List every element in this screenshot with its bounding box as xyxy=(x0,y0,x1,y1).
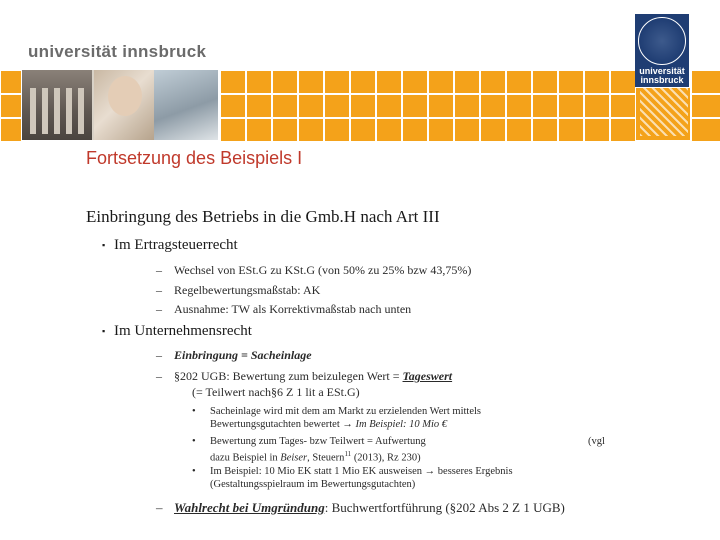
university-seal-icon xyxy=(635,14,689,68)
arrow-right-icon: → xyxy=(342,419,353,430)
orange-tile xyxy=(533,119,557,141)
orange-tile xyxy=(221,119,245,141)
orange-tile xyxy=(481,95,505,117)
orange-tile xyxy=(325,71,349,93)
orange-tile xyxy=(351,119,375,141)
orange-tile xyxy=(351,71,375,93)
orange-tile xyxy=(692,119,720,141)
list-item-continuation: (= Teilwert nach§6 Z 1 lit a ESt.G) xyxy=(192,385,360,399)
orange-tile xyxy=(221,95,245,117)
orange-tile xyxy=(585,95,609,117)
orange-tile xyxy=(273,119,297,141)
orange-tile xyxy=(1,71,21,93)
section-label: Im Unternehmensrecht xyxy=(114,323,252,339)
university-logo: universität innsbruck xyxy=(635,66,689,87)
orange-tile xyxy=(377,95,401,117)
square-bullet-icon: ▪ xyxy=(102,240,106,250)
orange-tile xyxy=(403,119,427,141)
square-bullet-icon: ▪ xyxy=(102,326,106,336)
orange-tile xyxy=(559,119,583,141)
student-photo xyxy=(94,70,154,140)
orange-tile xyxy=(611,71,635,93)
dot-bullet-icon: • xyxy=(192,466,196,477)
orange-tile xyxy=(325,95,349,117)
vgl-text: (vgl xyxy=(588,436,605,447)
orange-tile xyxy=(429,71,453,93)
orange-tile xyxy=(221,71,245,93)
orange-tile xyxy=(429,95,453,117)
dot-bullet-icon: • xyxy=(192,406,196,417)
slide-heading: Einbringung des Betriebs in die Gmb.H nach Art III xyxy=(86,207,440,226)
orange-tile xyxy=(247,119,271,141)
orange-tile xyxy=(403,71,427,93)
orange-tile xyxy=(455,71,479,93)
orange-tile xyxy=(559,95,583,117)
orange-tile xyxy=(377,119,401,141)
orange-tile xyxy=(1,119,21,141)
study-photo xyxy=(154,70,218,140)
orange-tile xyxy=(429,119,453,141)
orange-tile xyxy=(247,95,271,117)
orange-tile xyxy=(507,71,531,93)
orange-tile xyxy=(273,95,297,117)
building-photo xyxy=(22,70,92,140)
orange-tile xyxy=(481,71,505,93)
orange-tile xyxy=(481,119,505,141)
orange-tile xyxy=(377,71,401,93)
dot-bullet-icon: • xyxy=(192,436,196,447)
slide-title: Fortsetzung des Beispiels I xyxy=(86,148,303,168)
orange-tile xyxy=(403,95,427,117)
orange-tile xyxy=(507,119,531,141)
orange-tile xyxy=(585,71,609,93)
logo-pattern xyxy=(640,88,688,136)
orange-tile xyxy=(455,95,479,117)
orange-tile xyxy=(455,119,479,141)
orange-tile xyxy=(299,71,323,93)
orange-tile xyxy=(533,95,557,117)
arrow-right-icon: → xyxy=(424,466,436,477)
orange-tile xyxy=(273,71,297,93)
orange-tile xyxy=(559,71,583,93)
orange-tile xyxy=(299,119,323,141)
orange-tile xyxy=(247,71,271,93)
orange-tile xyxy=(299,95,323,117)
orange-tile xyxy=(325,119,349,141)
section-label: Im Ertragsteuerrecht xyxy=(114,237,238,253)
orange-tile xyxy=(507,95,531,117)
orange-tile xyxy=(611,119,635,141)
orange-tile xyxy=(692,71,720,93)
orange-tile xyxy=(1,95,21,117)
orange-tile xyxy=(692,95,720,117)
orange-tile xyxy=(351,95,375,117)
orange-tile xyxy=(585,119,609,141)
brand-wordmark: universität innsbruck xyxy=(28,42,207,61)
header-photo-collage xyxy=(22,70,218,140)
orange-tile xyxy=(611,95,635,117)
orange-tile xyxy=(533,71,557,93)
